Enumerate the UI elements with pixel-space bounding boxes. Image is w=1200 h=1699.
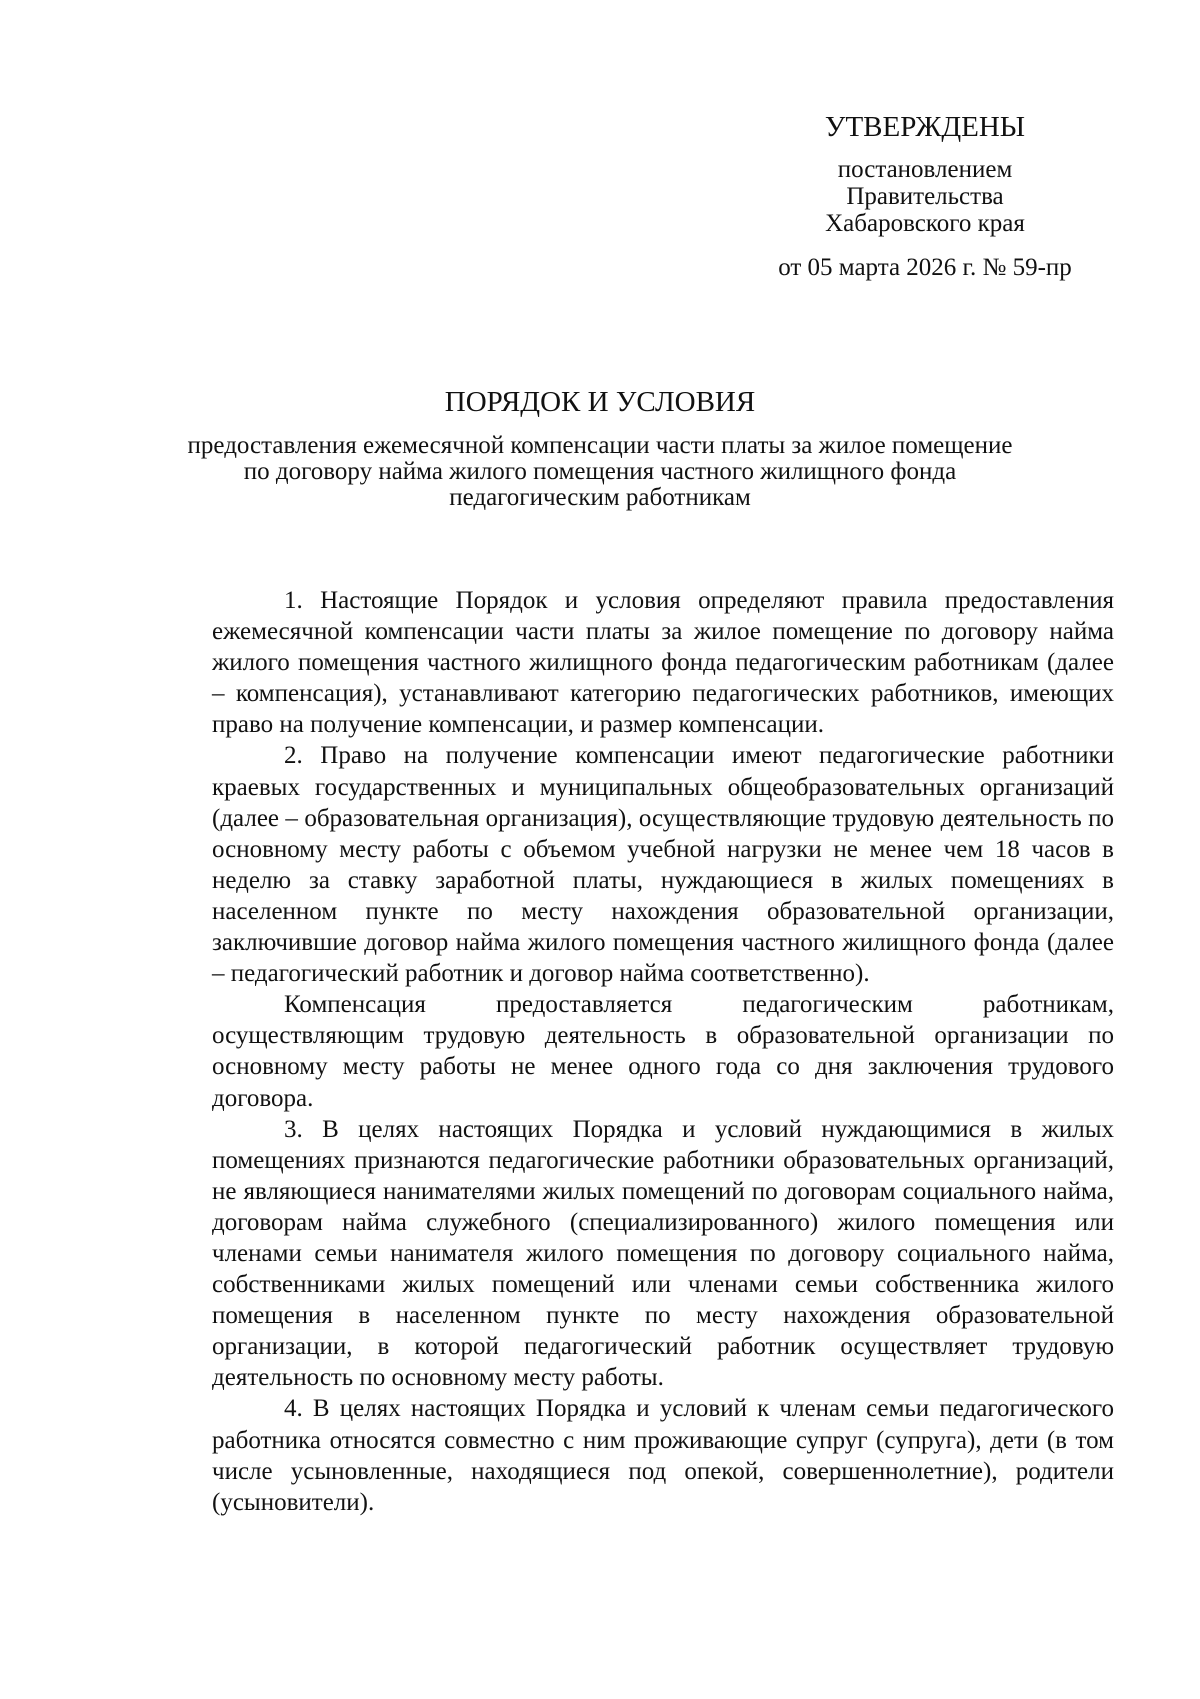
approval-stamp-block xyxy=(760,110,1090,283)
document-title-block xyxy=(150,385,1050,511)
paragraph-2-continuation: Компенсация предоставляется педагогическим работникам, осуществляющим трудовую деятельность в образовательной организации по основному месту работы не менее одного года со дня заключения трудового договора. xyxy=(212,991,1114,1112)
paragraph-3: 3. В целях настоящих Порядка и условий нуждающимися в жилых помещениях признаются педагогические работники образовательных организаций, не являющиеся нанимателями жилых помещений по договорам социального найма, договорам найма служебного (специализированного) жилого помещения или членами семьи нанимателя жилого помещения по договору социального найма, собственниками жилых помещений или членами семьи собственника жилого помещения в населенном пункте по месту нахождения образовательной организации, в которой педагогический работник осуществляет трудовую деятельность по основному месту работы. xyxy=(212,1115,1114,1392)
approval-line-resolution: постановлением xyxy=(837,156,1013,183)
document-subtitle-line: по договору найма жилого помещения частного жилищного фонда xyxy=(243,458,957,485)
document-subtitle-line: педагогическим работникам xyxy=(449,484,751,511)
document-subtitle-line: предоставления ежемесячной компенсации части платы за жилое помещение xyxy=(187,432,1013,459)
approval-heading: УТВЕРЖДЕНЫ xyxy=(824,111,1026,143)
document-title: ПОРЯДОК И УСЛОВИЯ xyxy=(444,386,756,418)
paragraph-1: 1. Настоящие Порядок и условия определяют правила предоставления ежемесячной компенсации части платы за жилое помещение по договору найма жилого помещения частного жилищного фонда педагогическим работникам (далее – компенсация), устанавливают категорию педагогических работников, имеющих право на получение компенсации, и размер компенсации. xyxy=(212,587,1114,739)
approval-date-number: от 05 марта 2026 г. № 59-пр xyxy=(778,254,1072,281)
document-body xyxy=(212,585,1114,1518)
paragraph-2: 2. Право на получение компенсации имеют педагогические работники краевых государственных и муниципальных общеобразовательных организаций (далее – образовательная организация), осуществляющие трудовую деятельность по основному месту работы с объемом учебной нагрузки не менее чем 18 часов в неделю за ставку заработной платы, нуждающиеся в жилых помещениях в населенном пункте по месту нахождения образовательной организации, заключившие договор найма жилого помещения частного жилищного фонда (далее – педагогический работник и договор найма соответственно). xyxy=(212,742,1114,988)
paragraph-4: 4. В целях настоящих Порядка и условий к членам семьи педагогического работника относятся совместно с ним проживающие супруг (супруга), дети (в том числе усыновленные, находящиеся под опекой, совершеннолетние), родители (усыновители). xyxy=(212,1395,1114,1516)
approval-line-region: Хабаровского края xyxy=(825,210,1025,237)
approval-line-government: Правительства xyxy=(846,183,1004,210)
